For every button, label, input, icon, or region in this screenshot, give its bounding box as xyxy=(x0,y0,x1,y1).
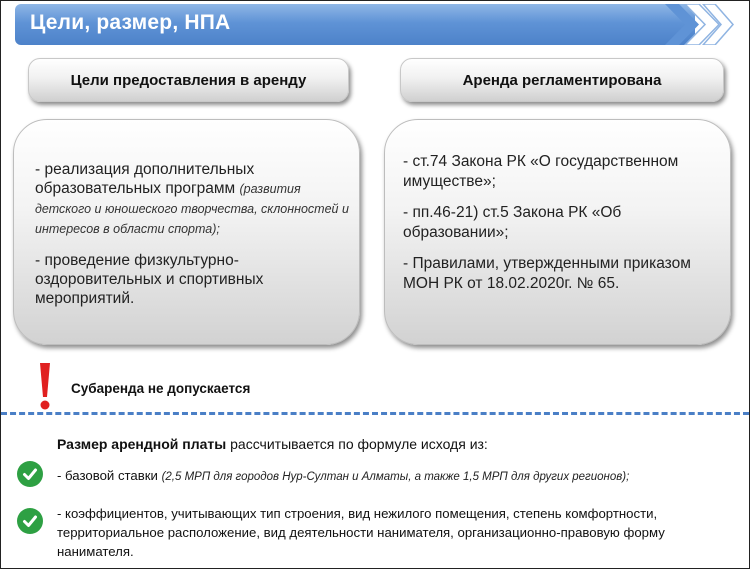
regulation-item-2: - пп.46-21) ст.5 Закона РК «Об образовании»; xyxy=(403,204,622,241)
regulation-heading-label: Аренда регламентирована xyxy=(462,71,662,89)
section-divider xyxy=(1,412,749,415)
chevron-right-icon xyxy=(665,4,735,45)
rent-heading xyxy=(57,436,488,452)
goals-item-2: - проведение физкультурно-оздоровительных и спортивных мероприятий. xyxy=(35,252,264,307)
sublease-warning: Субаренда не допускается xyxy=(71,381,251,396)
header-banner xyxy=(15,4,733,45)
regulation-item-3: - Правилами, утвержденными приказом МОН РК от 18.02.2020г. № 65. xyxy=(403,255,691,292)
rent-item-1-note: (2,5 МРП для городов Нур-Султан и Алматы, а также 1,5 МРП для других регионов); xyxy=(161,471,630,483)
goals-box xyxy=(13,119,360,345)
page-title: Цели, размер, НПА xyxy=(30,11,231,34)
goals-item-1-text: - реализация дополнительных образовательных программ xyxy=(35,161,255,197)
rent-heading-bold: Размер арендной платы xyxy=(57,436,227,452)
checkmark-icon xyxy=(17,461,43,487)
header-bar xyxy=(15,4,695,45)
rent-heading-rest: рассчитывается по формуле исходя из: xyxy=(226,436,488,452)
regulation-box xyxy=(384,119,731,345)
rent-item-2: - коэффициентов, учитывающих тип строения, вид нежилого помещения, степень комфортности, территориальное расположение, вид деятельности нанимателя, организационно-правовую форму нанимателя. xyxy=(57,506,665,559)
goals-item-1 xyxy=(35,160,351,239)
exclamation-icon xyxy=(38,363,52,411)
regulation-heading-pill xyxy=(400,58,724,102)
rent-item-1-text: - базовой ставки xyxy=(57,468,162,483)
regulation-item-1: - ст.74 Закона РК «О государственном имуществе»; xyxy=(403,153,679,190)
checkmark-icon xyxy=(17,508,43,534)
goals-heading-pill xyxy=(28,58,349,102)
goals-heading-label: Цели предоставления в аренду xyxy=(70,71,307,89)
goals-item-1-note: (развития детского и юношеского творчества, склонностей и интересов в области спорта); xyxy=(35,182,349,236)
rent-item-1 xyxy=(57,466,629,487)
